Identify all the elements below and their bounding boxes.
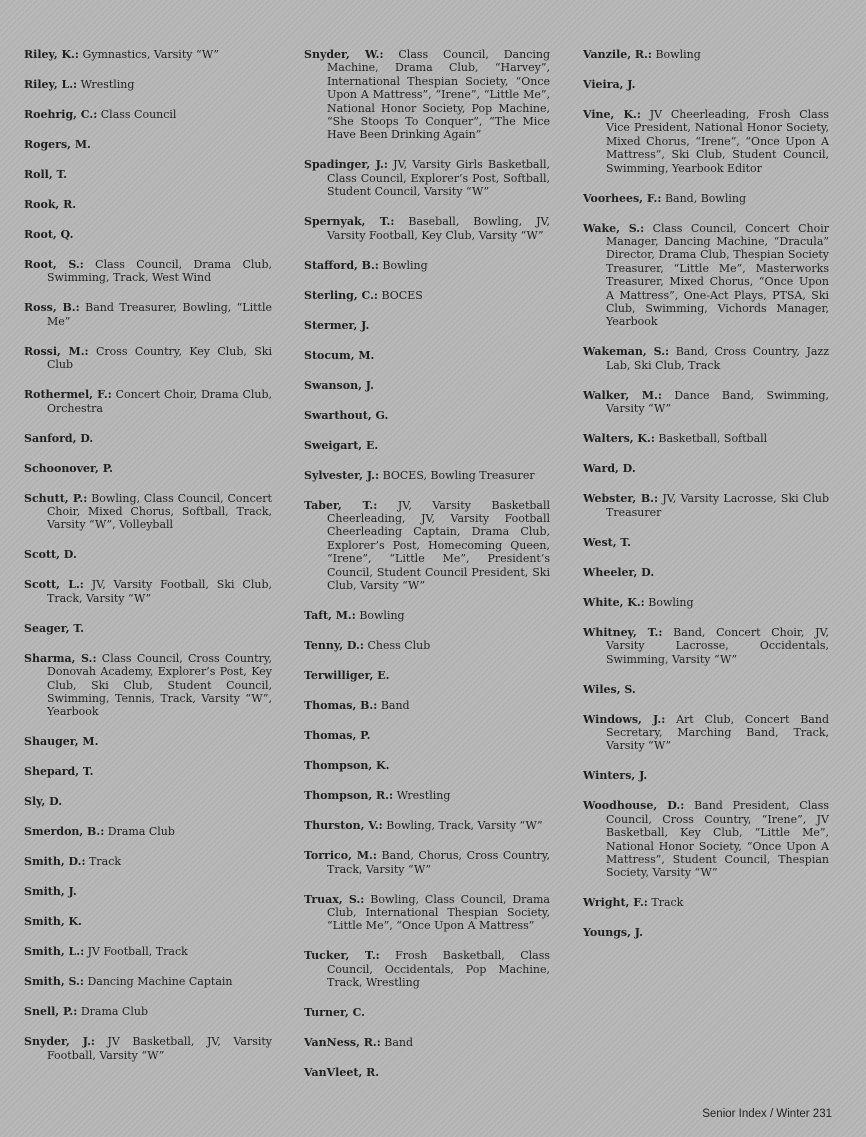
index-entry: [24, 78, 272, 91]
index-entry: [24, 825, 272, 838]
index-entry: [24, 388, 272, 415]
student-name: Walters, K.:: [583, 432, 655, 446]
index-entry: [304, 949, 550, 989]
index-entry: [24, 855, 272, 868]
index-entry: [583, 432, 829, 445]
index-entry: [24, 945, 272, 958]
index-entry: [304, 699, 550, 712]
student-name: Stafford, B.:: [304, 258, 379, 272]
index-entry: [304, 789, 550, 802]
student-name: West, T.: [583, 535, 631, 549]
student-name: Taber, T.:: [304, 498, 378, 512]
index-entry: [583, 389, 829, 416]
student-name: Truax, S.:: [304, 892, 365, 906]
student-activities: Class Council, Drama Club, Swimming, Track, West Wind: [47, 258, 272, 285]
student-name: Seager, T.: [24, 621, 85, 635]
student-name: Rook, R.: [24, 198, 77, 211]
student-name: Stermer, J.: [304, 318, 370, 332]
index-entry: [24, 462, 272, 475]
student-name: Woodhouse, D.:: [583, 799, 685, 813]
student-name: Smith, S.:: [24, 975, 84, 989]
student-activities: Basketball, Softball: [658, 432, 768, 446]
index-entry: [24, 915, 272, 928]
index-entry: [583, 48, 829, 61]
student-activities: Dance Band, Swimming, Varsity “W”: [606, 388, 830, 416]
index-column-3: [583, 48, 829, 956]
index-entry: [304, 849, 550, 876]
student-name: Smith, D.:: [24, 855, 86, 869]
student-name: Smerdon, B.:: [24, 825, 105, 839]
student-activities: Concert Choir, Drama Club, Orchestra: [47, 388, 272, 415]
index-column-2: [304, 48, 550, 1096]
index-column-1: [24, 48, 272, 1079]
student-activities: Track: [89, 855, 122, 869]
student-name: Sharma, S.:: [24, 651, 97, 665]
student-activities: Band: [380, 699, 410, 713]
student-name: Ward, D.: [583, 462, 636, 476]
student-name: Turner, C.: [304, 1006, 366, 1020]
student-activities: Gymnastics, Varsity “W”: [82, 48, 220, 61]
student-name: Snell, P.:: [24, 1005, 78, 1019]
index-entry: [304, 893, 550, 933]
index-entry: [24, 168, 272, 181]
student-activities: Class Council, Cross Country, Donovah Academy, Explorer’s Post, Key Club, Ski Club, Student Council, Swimming, Tennis, Track, Varsity “W”, Yearbook: [47, 651, 273, 719]
student-activities: Drama Club: [107, 825, 175, 839]
index-entry: [583, 769, 829, 782]
index-entry: [304, 319, 550, 332]
student-name: Root, Q.: [24, 228, 74, 241]
student-name: Wiles, S.: [583, 682, 636, 696]
index-entry: [583, 536, 829, 549]
index-entry: [304, 158, 550, 198]
student-name: Scott, D.: [24, 548, 77, 562]
student-activities: JV, Varsity Football, Ski Club, Track, Varsity “W”: [47, 578, 272, 605]
student-name: Thompson, R.:: [304, 789, 394, 803]
index-entry: [304, 639, 550, 652]
index-entry: [304, 609, 550, 622]
student-name: VanNess, R.:: [304, 1036, 381, 1050]
student-name: Windows, J.:: [583, 712, 666, 726]
student-name: VanVleet, R.: [304, 1066, 380, 1080]
student-name: Winters, J.: [583, 769, 648, 783]
student-activities: Wrestling: [80, 78, 135, 91]
student-name: Smith, L.:: [24, 945, 85, 959]
index-entry: [24, 885, 272, 898]
student-name: Sterling, C.:: [304, 288, 378, 302]
index-entry: [24, 548, 272, 561]
student-name: Voorhees, F.:: [583, 191, 662, 205]
student-activities: Bowling, Track, Varsity “W”: [386, 819, 543, 833]
index-entry: [24, 975, 272, 988]
student-activities: Chess Club: [367, 639, 431, 653]
index-entry: [583, 345, 829, 372]
student-name: Vine, K.:: [583, 108, 641, 121]
student-name: Shepard, T.: [24, 765, 94, 779]
index-entry: [304, 1006, 550, 1019]
student-name: Wright, F.:: [583, 896, 648, 910]
student-activities: BOCES, Bowling Treasurer: [382, 468, 535, 482]
student-name: Thomas, B.:: [304, 699, 378, 713]
index-entry: [24, 48, 272, 61]
index-entry: [24, 578, 272, 605]
index-entry: [24, 138, 272, 151]
student-name: Sanford, D.: [24, 431, 94, 445]
student-activities: Class Council, Concert Choir Manager, Dancing Machine, “Dracula” Director, Drama Club, Thespian Society Treasurer, “Little Me”, Masterworks Treasurer, Mixed Chorus, “Once Upon A Mattress”, One-Act Plays, PTSA, Ski Club, Swimming, Vichords Manager, Yearbook: [606, 221, 829, 329]
student-name: Stocum, M.: [304, 348, 375, 362]
student-name: Tucker, T.:: [304, 949, 380, 963]
student-name: Rothermel, F.:: [24, 388, 112, 402]
index-entry: [24, 345, 272, 372]
student-name: Shauger, M.: [24, 735, 99, 749]
student-activities: Wrestling: [396, 789, 451, 803]
student-name: Snyder, J.:: [24, 1035, 95, 1049]
index-entry: [583, 799, 829, 879]
student-activities: JV, Varsity Basketball Cheerleading, JV, Varsity Football Cheerleading Captain, Drama Club, Explorer’s Post, Homecoming Queen, “Irene”, “Little Me”, President’s Council, Student Council President, Ski Club, Varsity “W”: [327, 498, 550, 593]
index-entry: [583, 108, 829, 175]
index-entry: [304, 1036, 550, 1049]
student-activities: Frosh Basketball, Class Council, Occidentals, Pop Machine, Track, Wrestling: [327, 949, 550, 990]
student-name: Wheeler, D.: [583, 565, 655, 579]
index-entry: [583, 566, 829, 579]
index-entry: [304, 819, 550, 832]
student-name: Riley, L.:: [24, 78, 78, 91]
index-entry: [304, 499, 550, 593]
student-activities: Bowling: [359, 609, 405, 623]
student-name: White, K.:: [583, 595, 645, 609]
student-activities: Band Treasurer, Bowling, “Little Me”: [47, 301, 273, 328]
index-entry: [24, 622, 272, 635]
student-name: Schoonover, P.: [24, 461, 113, 475]
index-entry: [583, 896, 829, 909]
student-activities: Dancing Machine Captain: [87, 975, 233, 989]
student-activities: Bowling: [382, 258, 428, 272]
index-entry: [304, 48, 550, 142]
student-activities: Band President, Class Council, Cross Country, “Irene”, JV Basketball, Key Club, “Little Me”, National Honor Society, “Once Upon A Mattress”, Student Council, Thespian Society, Varsity “W”: [606, 799, 829, 880]
student-name: Rossi, M.:: [24, 344, 89, 358]
student-name: Webster, B.:: [583, 492, 659, 506]
index-entry: [583, 626, 829, 666]
student-activities: Cross Country, Key Club, Ski Club: [47, 344, 272, 372]
student-name: Smith, K.: [24, 915, 82, 929]
student-name: Whitney, T.:: [583, 625, 663, 639]
page-footer: Senior Index / Winter 231: [702, 1108, 832, 1120]
student-name: Sly, D.: [24, 795, 63, 809]
student-name: Roehrig, C.:: [24, 108, 98, 121]
index-entry: [24, 795, 272, 808]
index-entry: [304, 215, 550, 242]
student-name: Torrico, M.:: [304, 849, 377, 863]
index-entry: [24, 652, 272, 719]
student-name: Vanzile, R.:: [583, 48, 652, 61]
index-entry: [583, 192, 829, 205]
index-entry: [583, 713, 829, 753]
index-entry: [24, 228, 272, 241]
student-activities: Drama Club: [80, 1005, 148, 1019]
index-entry: [24, 108, 272, 121]
student-name: Vieira, J.: [583, 78, 636, 91]
student-name: Swanson, J.: [304, 378, 374, 392]
student-activities: Bowling: [655, 48, 701, 61]
student-name: Spernyak, T.:: [304, 215, 395, 229]
student-activities: JV, Varsity Lacrosse, Ski Club Treasurer: [606, 492, 829, 519]
index-entry: [304, 1066, 550, 1079]
student-name: Schutt, P.:: [24, 491, 88, 505]
student-name: Swarthout, G.: [304, 408, 389, 422]
student-activities: Band, Cross Country, Jazz Lab, Ski Club, Track: [606, 345, 830, 372]
student-activities: Bowling, Class Council, Drama Club, International Thespian Society, “Little Me”, “Once Upon A Mattress”: [327, 892, 550, 933]
student-activities: Band, Concert Choir, JV, Varsity Lacrosse, Occidentals, Swimming, Varsity “W”: [606, 625, 830, 666]
student-name: Scott, L.:: [24, 578, 84, 592]
index-entry: [24, 301, 272, 328]
student-activities: Track: [651, 896, 684, 910]
student-activities: Art Club, Concert Band Secretary, Marching Band, Track, Varsity “W”: [606, 712, 829, 753]
student-name: Snyder, W.:: [304, 48, 384, 61]
student-name: Wakeman, S.:: [583, 345, 670, 359]
student-name: Thompson, K.: [304, 759, 390, 773]
index-entry: [24, 258, 272, 285]
student-activities: Band, Chorus, Cross Country, Track, Varsity “W”: [327, 849, 550, 876]
student-name: Tenny, D.:: [304, 639, 364, 653]
student-name: Riley, K.:: [24, 48, 79, 61]
student-name: Walker, M.:: [583, 388, 662, 402]
student-activities: JV Cheerleading, Frosh Class Vice President, National Honor Society, Mixed Chorus, “Irene”, “Once Upon A Mattress”, Ski Club, Student Council, Swimming, Yearbook Editor: [606, 108, 829, 175]
student-name: Wake, S.:: [583, 221, 645, 235]
index-entry: [583, 596, 829, 609]
student-activities: Class Council: [100, 108, 177, 121]
index-entry: [24, 765, 272, 778]
student-name: Spadinger, J.:: [304, 158, 388, 172]
student-activities: JV Football, Track: [87, 945, 188, 959]
index-entry: [304, 469, 550, 482]
student-name: Root, S.:: [24, 258, 84, 271]
index-entry: [24, 1035, 272, 1062]
student-name: Thomas, P.: [304, 729, 371, 743]
student-activities: JV Basketball, JV, Varsity Football, Varsity “W”: [47, 1035, 272, 1062]
student-name: Rogers, M.: [24, 138, 91, 151]
student-activities: Baseball, Bowling, JV, Varsity Football, Key Club, Varsity “W”: [327, 215, 551, 242]
index-entry: [304, 409, 550, 422]
index-entry: [304, 289, 550, 302]
student-activities: Band: [384, 1036, 414, 1050]
index-entry: [583, 222, 829, 329]
student-name: Ross, B.:: [24, 301, 80, 315]
index-entry: [304, 729, 550, 742]
student-name: Sweigart, E.: [304, 438, 379, 452]
index-entry: [583, 683, 829, 696]
index-entry: [583, 78, 829, 91]
index-entry: [24, 735, 272, 748]
student-name: Smith, J.: [24, 885, 77, 899]
student-activities: Bowling: [648, 595, 694, 609]
index-entry: [304, 669, 550, 682]
student-activities: Band, Bowling: [664, 191, 746, 205]
student-activities: Class Council, Dancing Machine, Drama Club, “Harvey”, International Thespian Society, “Once Upon A Mattress”, “Irene”, “Little Me”, National Honor Society, Pop Machine, “She Stoops To Conquer”, “The Mice Have Been Drinking Again”: [327, 48, 550, 142]
index-entry: [304, 439, 550, 452]
student-name: Thurston, V.:: [304, 819, 383, 833]
index-entry: [24, 492, 272, 532]
index-entry: [304, 259, 550, 272]
index-entry: [304, 349, 550, 362]
student-name: Youngs, J.: [583, 926, 643, 940]
student-name: Roll, T.: [24, 168, 68, 181]
index-entry: [24, 1005, 272, 1018]
index-entry: [24, 432, 272, 445]
student-name: Taft, M.:: [304, 609, 356, 623]
index-entry: [304, 759, 550, 772]
index-entry: [583, 926, 829, 939]
index-entry: [304, 379, 550, 392]
index-entry: [583, 462, 829, 475]
index-entry: [583, 492, 829, 519]
student-activities: BOCES: [381, 288, 423, 302]
student-activities: Bowling, Class Council, Concert Choir, Mixed Chorus, Softball, Track, Varsity “W”, Volleyball: [47, 491, 272, 532]
student-name: Sylvester, J.:: [304, 468, 380, 482]
student-name: Terwilliger, E.: [304, 669, 390, 683]
student-activities: JV, Varsity Girls Basketball, Class Council, Explorer’s Post, Softball, Student Council, Varsity “W”: [327, 158, 551, 199]
index-entry: [24, 198, 272, 211]
